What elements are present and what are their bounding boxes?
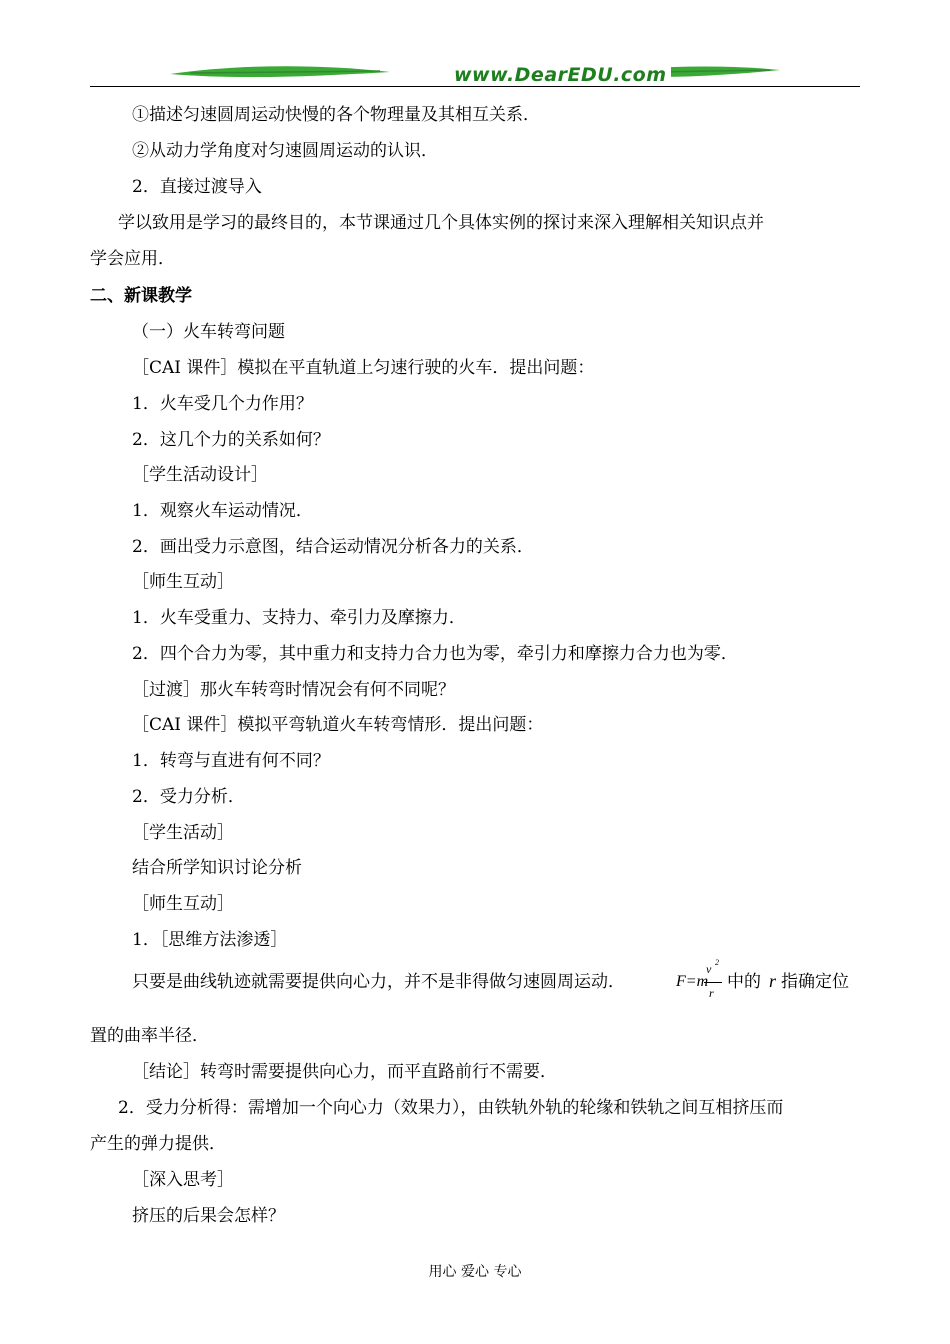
formula-fraction-bar	[704, 982, 722, 983]
text-line: 学会应用．	[90, 249, 175, 269]
section-heading: 二、新课教学	[90, 286, 192, 306]
text-line: 学以致用是学习的最终目的，本节课通过几个具体实例的探讨来深入理解相关知识点并	[118, 213, 764, 233]
text-line: ［学生活动］	[132, 823, 234, 843]
text-line: 2．受力分析得：需增加一个向心力（效果力），由铁轨外轨的轮缘和铁轨之间互相挤压而	[118, 1098, 784, 1118]
text-line: 只要是曲线轨迹就需要提供向心力，并不是非得做匀速圆周运动．	[132, 972, 625, 992]
text-line: 1．［思维方法渗透］	[132, 930, 288, 950]
text-line: ［学生活动设计］	[132, 465, 268, 485]
text-line: 中的	[727, 972, 761, 992]
text-line: ［CAI 课件］模拟在平直轨道上匀速行驶的火车．提出问题：	[132, 358, 595, 378]
text-line: 产生的弹力提供．	[90, 1134, 226, 1154]
formula-variable: r	[769, 971, 777, 991]
text-line: 指确定位	[781, 972, 849, 992]
text-line: 1．火车受几个力作用？	[132, 394, 313, 414]
text-line: 1．转弯与直进有何不同？	[132, 751, 330, 771]
page-footer: 用心 爱心 专心	[428, 1264, 522, 1280]
text-line: ［深入思考］	[132, 1170, 234, 1190]
text-line: 2．四个合力为零，其中重力和支持力合力也为零，牵引力和摩擦力合力也为零．	[132, 644, 738, 664]
text-line: 2．这几个力的关系如何？	[132, 430, 330, 450]
subsection-heading: （一）火车转弯问题	[132, 322, 285, 342]
site-logo-text: www.DearEDU.com	[450, 64, 671, 86]
text-line: ［师生互动］	[132, 894, 234, 914]
text-line: 1．火车受重力、支持力、牵引力及摩擦力．	[132, 608, 466, 628]
text-line: ①描述匀速圆周运动快慢的各个物理量及其相互关系．	[132, 105, 540, 125]
text-line: 1．观察火车运动情况．	[132, 501, 313, 521]
text-line: ［师生互动］	[132, 572, 234, 592]
formula-lhs: F=m	[676, 973, 709, 990]
formula-exponent: 2	[715, 958, 719, 967]
text-line: ［CAI 课件］模拟平弯轨道火车转弯情形．提出问题：	[132, 715, 544, 735]
text-line: ［过渡］那火车转弯时情况会有何不同呢？	[132, 680, 455, 700]
formula-denominator: r	[709, 986, 714, 1000]
text-line: 挤压的后果会怎样？	[132, 1206, 285, 1226]
text-line: 2．直接过渡导入	[132, 177, 262, 197]
text-line: ②从动力学角度对匀速圆周运动的认识．	[132, 141, 438, 161]
text-line: 结合所学知识讨论分析	[132, 858, 302, 878]
header-rule	[90, 86, 860, 87]
text-line: 置的曲率半径．	[90, 1026, 209, 1046]
text-line: 2．画出受力示意图，结合运动情况分析各力的关系．	[132, 537, 534, 557]
text-line: ［结论］转弯时需要提供向心力，而平直路前行不需要．	[132, 1062, 557, 1082]
text-line: 2．受力分析．	[132, 787, 245, 807]
formula-numerator: v	[706, 962, 712, 976]
